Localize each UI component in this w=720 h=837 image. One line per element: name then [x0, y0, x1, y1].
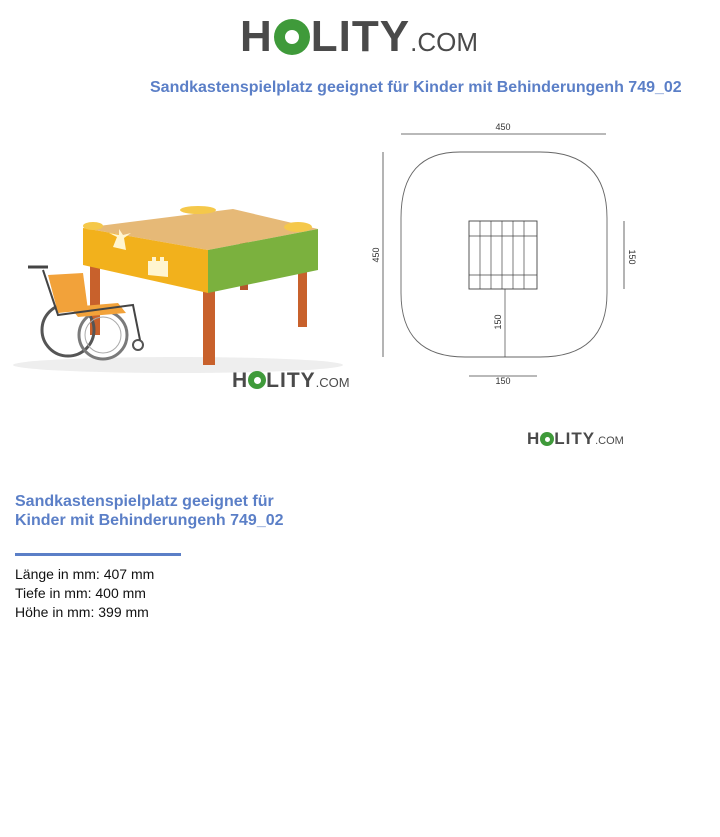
technical-drawing [365, 118, 645, 393]
dim-left-label: 450 [371, 247, 381, 263]
title-underline [15, 553, 181, 556]
logo-text-lity: LITY [266, 369, 316, 392]
product-image [8, 195, 348, 375]
logo-text-h: H [240, 12, 273, 61]
logo-domain: .COM [315, 375, 350, 390]
spec-label: Tiefe in mm: [15, 585, 92, 601]
spec-value: 399 mm [98, 604, 149, 620]
spec-length [15, 565, 154, 584]
dim-center-label: 150 [493, 314, 503, 330]
spec-depth [15, 584, 154, 603]
logo-text-lity: LITY [554, 429, 596, 448]
logo-domain: .COM [410, 27, 478, 57]
logo-o-icon [274, 19, 310, 55]
dim-top-label: 450 [495, 122, 511, 132]
logo-text-h: H [527, 429, 541, 448]
spec-value: 407 mm [103, 566, 155, 582]
product-title: Sandkastenspielplatz geeignet für Kinder mit Behinderungenh 749_02 [15, 493, 284, 529]
holity-logo[interactable] [240, 12, 478, 62]
spec-list [15, 565, 154, 622]
spec-label: Länge in mm: [15, 566, 100, 582]
logo-text-h: H [232, 369, 249, 392]
spec-value: 400 mm [95, 585, 146, 601]
logo-domain: .COM [595, 435, 624, 447]
logo-text-lity: LITY [310, 12, 411, 61]
holity-logo-drawing [527, 429, 624, 449]
spec-label: Höhe in mm: [15, 604, 95, 620]
logo-o-icon [248, 371, 266, 389]
dim-right-label: 150 [627, 249, 637, 265]
dim-bottom-label: 150 [495, 376, 511, 386]
holity-logo-image [232, 369, 350, 393]
page-title: Sandkastenspielplatz geeignet für Kinder mit Behinderungenh 749_02 [150, 79, 682, 96]
logo-o-icon [540, 432, 554, 446]
spec-height [15, 603, 154, 622]
